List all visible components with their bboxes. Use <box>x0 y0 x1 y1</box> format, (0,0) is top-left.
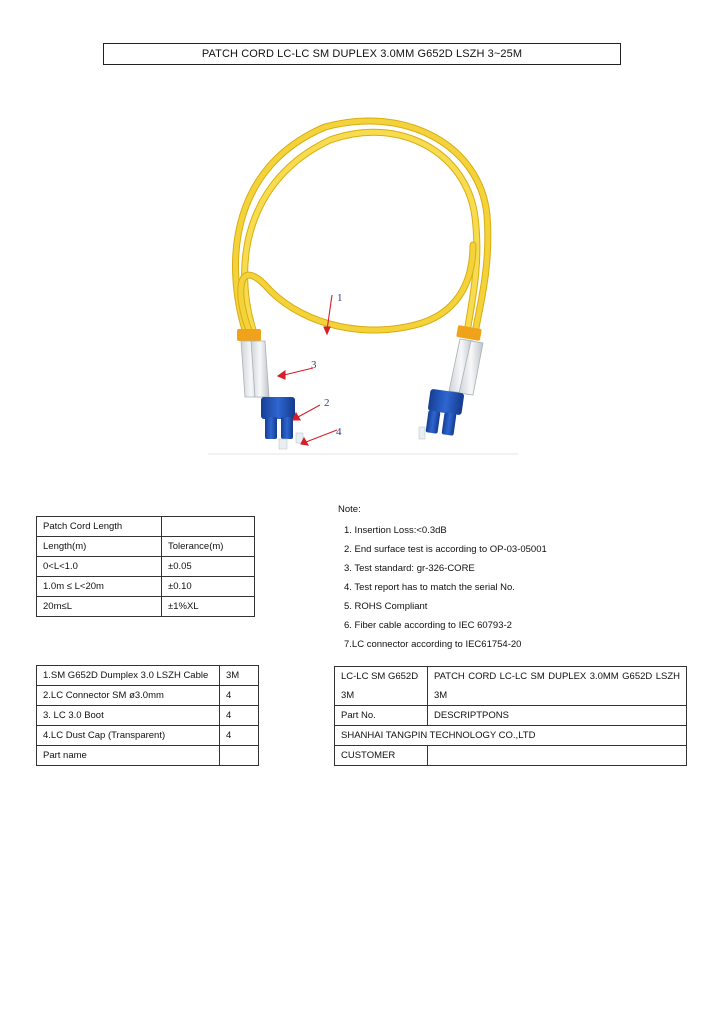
title-text: PATCH CORD LC-LC SM DUPLEX 3.0MM G652D LSZH 3~25M <box>201 48 523 60</box>
tolerance-cell: ±0.10 <box>162 577 255 597</box>
callout-1: 1 <box>337 292 343 304</box>
note-item: 6. Fiber cable according to IEC 60793-2 <box>344 620 512 631</box>
callout-4: 4 <box>336 426 342 438</box>
note-item: 5. ROHS Compliant <box>344 601 428 612</box>
table-row <box>37 577 255 597</box>
customer-label: CUSTOMER <box>335 746 428 766</box>
table-row <box>335 746 687 766</box>
left-lc-connector <box>237 329 303 449</box>
table-row <box>335 667 687 706</box>
part-qty-cell: 4 <box>220 686 259 706</box>
part-qty-cell: 4 <box>220 706 259 726</box>
part-name-cell: 4.LC Dust Cap (Transparent) <box>37 726 220 746</box>
table-row <box>37 746 259 766</box>
table-row <box>37 557 255 577</box>
table-row <box>37 706 259 726</box>
note-item: 4. Test report has to match the serial No. <box>344 582 515 593</box>
tolerance-col-header: Tolerance(m) <box>162 537 255 557</box>
part-no-label: Part No. <box>335 706 428 726</box>
callout-labels <box>311 292 343 438</box>
part-name-cell: 3. LC 3.0 Boot <box>37 706 220 726</box>
table-row <box>37 726 259 746</box>
note-item: 2. End surface test is according to OP-03-05001 <box>344 544 547 555</box>
part-name-cell: Part name <box>37 746 220 766</box>
length-cell: 1.0m ≤ L<20m <box>37 577 162 597</box>
tolerance-header: Patch Cord Length <box>37 517 162 537</box>
table-row <box>37 686 259 706</box>
part-qty-cell: 3M <box>220 666 259 686</box>
note-item: 7.LC connector according to IEC61754-20 <box>344 639 522 650</box>
table-row <box>37 666 259 686</box>
callout-2: 2 <box>324 397 330 409</box>
document-title <box>103 43 621 65</box>
company-name-cell: SHANHAI TANGPIN TECHNOLOGY CO.,LTD <box>335 726 687 746</box>
part-name-cell: 2.LC Connector SM ø3.0mm <box>37 686 220 706</box>
callout-3: 3 <box>311 359 317 371</box>
table-row <box>335 726 687 746</box>
fiber-cable <box>235 121 487 333</box>
right-lc-connector <box>419 325 483 439</box>
length-cell: 20m≤L <box>37 597 162 617</box>
table-row <box>335 706 687 726</box>
notes-section <box>338 502 547 654</box>
part-qty-cell: 4 <box>220 726 259 746</box>
table-row <box>37 597 255 617</box>
patch-cord-illustration <box>205 105 525 465</box>
length-col-header: Length(m) <box>37 537 162 557</box>
note-item: 1. Insertion Loss:<0.3dB <box>344 525 447 536</box>
customer-value <box>428 746 687 766</box>
part-qty-cell <box>220 746 259 766</box>
length-cell: 0<L<1.0 <box>37 557 162 577</box>
part-name-cell: 1.SM G652D Dumplex 3.0 LSZH Cable <box>37 666 220 686</box>
title-block-table <box>334 666 687 766</box>
tolerance-cell: ±0.05 <box>162 557 255 577</box>
product-description-cell: PATCH CORD LC-LC SM DUPLEX 3.0MM G652D LSZH 3M <box>428 667 687 706</box>
notes-title: Note: <box>338 504 361 515</box>
descriptions-label: DESCRIPTPONS <box>428 706 687 726</box>
product-code-cell: LC-LC SM G652D 3M <box>335 667 428 706</box>
table-row <box>37 537 255 557</box>
note-item: 3. Test standard: gr-326-CORE <box>344 563 475 574</box>
table-row <box>37 517 255 537</box>
tolerance-cell: ±1%XL <box>162 597 255 617</box>
parts-table <box>36 665 259 766</box>
tolerance-table <box>36 516 255 617</box>
